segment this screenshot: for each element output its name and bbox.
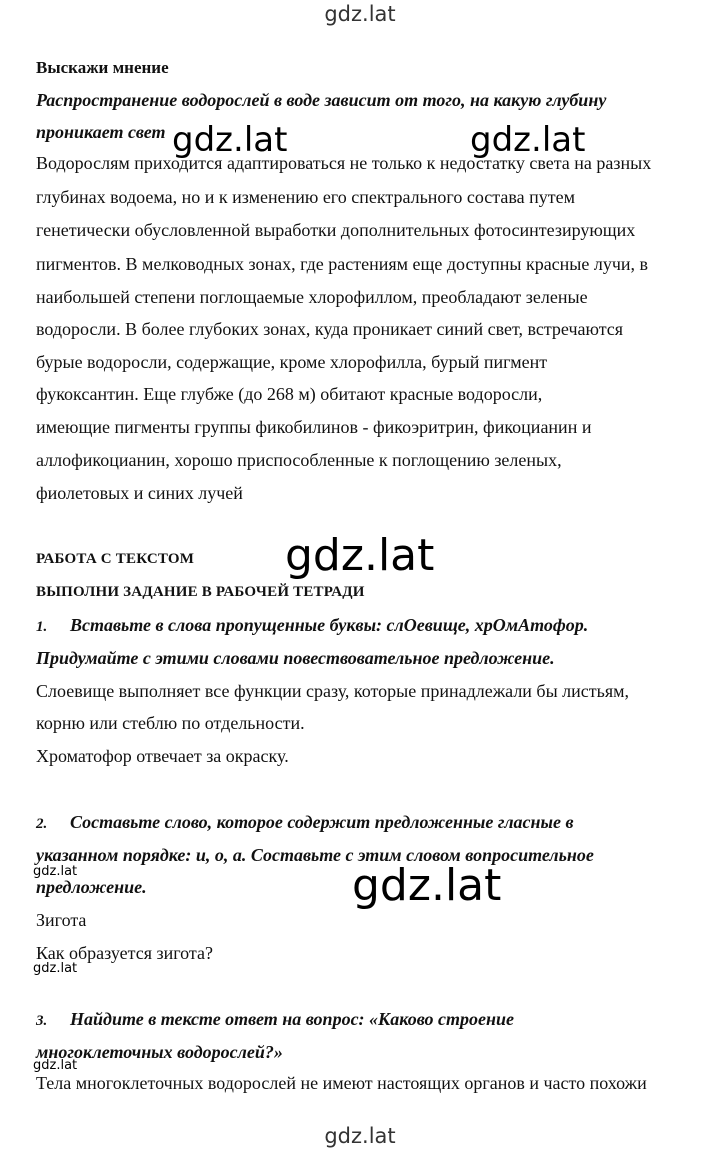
watermark-small-1: gdz.lat (33, 864, 78, 879)
answer-line: глубинах водоема, но и к изменению его спектрального состава путем (36, 187, 575, 207)
answer-line: водоросли. В более глубоких зонах, куда проникает синий свет, встречаются (36, 319, 624, 339)
task-question: предложение. (36, 877, 147, 897)
answer-line: Водорослям приходится адаптироваться не только к недостатку света на разных (36, 153, 652, 173)
prompt-line: проникает свет (36, 122, 166, 142)
task-answer: Тела многоклеточных водорослей не имеют настоящих органов и часто похожи (36, 1073, 647, 1093)
answer-line: бурые водоросли, содержащие, кроме хлорофилла, бурый пигмент (36, 352, 548, 372)
task-number: 2. (36, 816, 48, 832)
task-answer: Как образуется зигота? (36, 943, 213, 963)
task-question: многоклеточных водорослей?» (36, 1042, 283, 1062)
section-title: Выскажи мнение (36, 58, 169, 77)
watermark-lower: gdz.lat (352, 860, 502, 911)
section-subtitle: ВЫПОЛНИ ЗАДАНИЕ В РАБОЧЕЙ ТЕТРАДИ (36, 584, 365, 600)
watermark-mid-right: gdz.lat (470, 120, 586, 160)
watermark-small-3: gdz.lat (33, 1058, 78, 1073)
task-question: указанном порядке: и, о, а. Составьте с этим словом вопросительное (36, 845, 594, 865)
task-question (36, 615, 588, 636)
task-question-text: Составьте слово, которое содержит предложенные гласные в (70, 812, 574, 832)
task-question-text: Найдите в тексте ответ на вопрос: «Каково строение (70, 1009, 514, 1029)
task-question (36, 1009, 514, 1030)
task-question (36, 812, 574, 833)
task-answer: Хроматофор отвечает за окраску. (36, 746, 289, 766)
task-question: Придумайте с этими словами повествовательное предложение. (36, 648, 555, 668)
answer-line: аллофикоцианин, хорошо приспособленные к поглощению зеленых, (36, 450, 562, 470)
answer-line: генетически обусловленной выработки дополнительных фотосинтезирующих (36, 220, 636, 240)
task-answer: корню или стеблю по отдельности. (36, 713, 305, 733)
section-title-2: РАБОТА С ТЕКСТОМ (36, 551, 195, 567)
watermark-mid-left: gdz.lat (172, 120, 288, 160)
answer-line: имеющие пигменты группы фикобилинов - фикоэритрин, фикоцианин и (36, 417, 592, 437)
watermark-bottom: gdz.lat (324, 1124, 396, 1148)
watermark-center: gdz.lat (285, 530, 435, 581)
task-number: 3. (36, 1013, 48, 1029)
watermark-small-2: gdz.lat (33, 961, 78, 976)
watermark-top: gdz.lat (324, 2, 396, 26)
task-number: 1. (36, 619, 48, 635)
task-answer: Слоевище выполняет все функции сразу, которые принадлежали бы листьям, (36, 681, 630, 701)
answer-line: фукоксантин. Еще глубже (до 268 м) обитают красные водоросли, (36, 384, 543, 404)
task-question-text: Вставьте в слова пропущенные буквы: слОевище, хрОмАтофор. (70, 615, 589, 635)
answer-line: фиолетовых и синих лучей (36, 483, 243, 503)
answer-line: наибольшей степени поглощаемые хлорофиллом, преобладают зеленые (36, 287, 588, 307)
answer-line: пигментов. В мелководных зонах, где растениям еще доступны красные лучи, в (36, 254, 649, 274)
prompt-line: Распространение водорослей в воде зависит от того, на какую глубину (36, 90, 607, 110)
task-answer: Зигота (36, 910, 87, 930)
